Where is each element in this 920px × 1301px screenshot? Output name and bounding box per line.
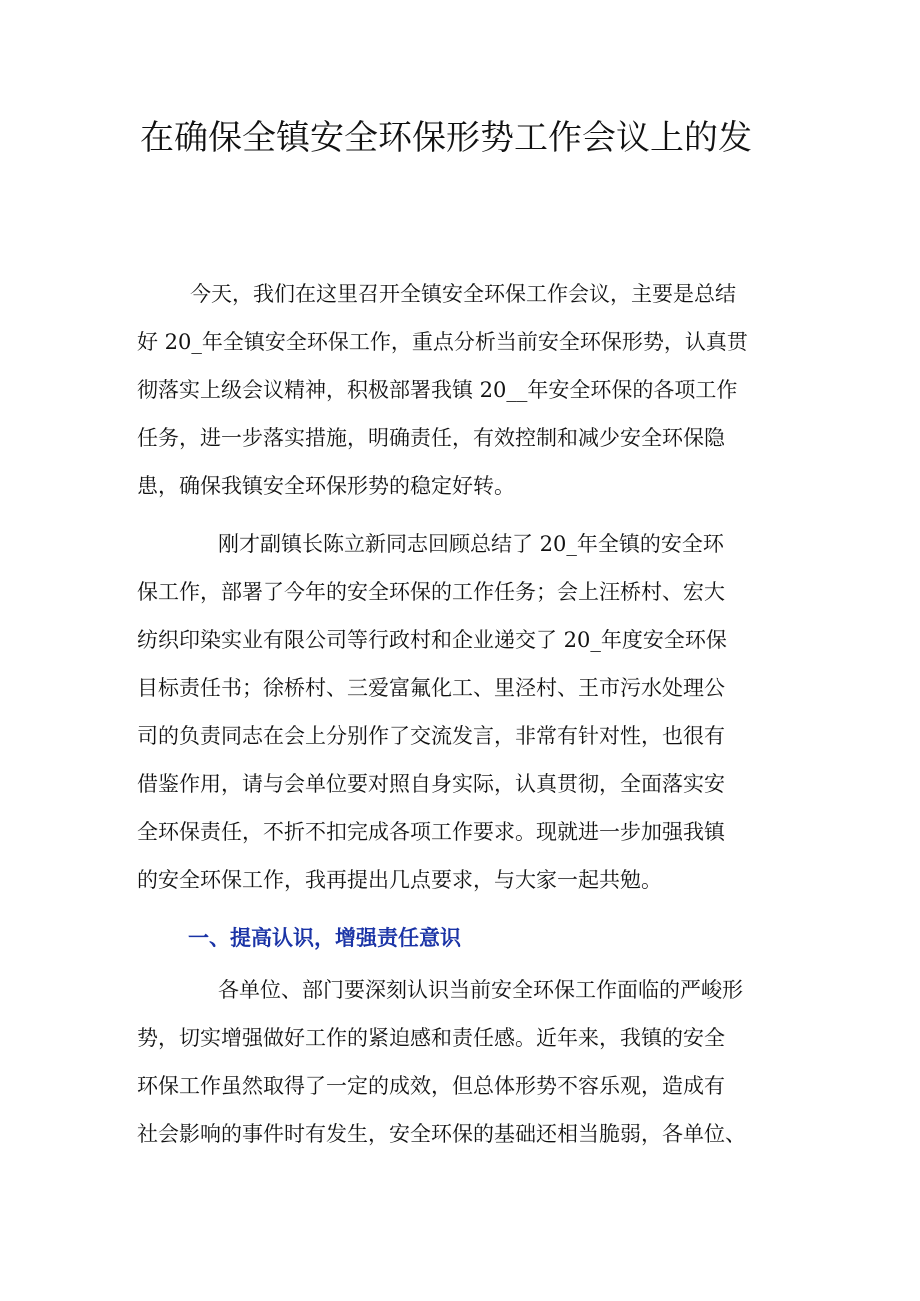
paragraph-2-line-3: 纺织印染实业有限公司等行政村和企业递交了 20_年度安全环保 <box>137 628 727 652</box>
paragraph-2-line-5: 司的负责同志在会上分别作了交流发言，非常有针对性，也很有 <box>137 724 725 748</box>
paragraph-1-line-5: 患，确保我镇安全环保形势的稳定好转。 <box>137 474 515 498</box>
paragraph-1-line-4: 任务，进一步落实措施，明确责任，有效控制和减少安全环保隐 <box>137 426 725 450</box>
paragraph-2-line-8: 的安全环保工作，我再提出几点要求，与大家一起共勉。 <box>137 868 662 892</box>
section-1-heading: 一、提高认识，增强责任意识 <box>188 925 461 950</box>
paragraph-2-line-7: 全环保责任，不折不扣完成各项工作要求。现就进一步加强我镇 <box>137 820 725 844</box>
paragraph-3-line-4: 社会影响的事件时有发生，安全环保的基础还相当脆弱，各单位、 <box>137 1122 746 1146</box>
paragraph-1-line-2: 好 20_年全镇安全环保工作，重点分析当前安全环保形势，认真贯 <box>137 330 748 354</box>
paragraph-2-line-1: 刚才副镇长陈立新同志回顾总结了 20_年全镇的安全环 <box>218 532 724 556</box>
paragraph-2-line-4: 目标责任书；徐桥村、三爱富氟化工、里泾村、王市污水处理公 <box>137 676 725 700</box>
paragraph-1-line-3: 彻落实上级会议精神，积极部署我镇 20__年安全环保的各项工作 <box>137 378 738 402</box>
paragraph-3-line-3: 环保工作虽然取得了一定的成效，但总体形势不容乐观，造成有 <box>137 1074 725 1098</box>
paragraph-3-line-2: 势，切实增强做好工作的紧迫感和责任感。近年来，我镇的安全 <box>137 1026 725 1050</box>
paragraph-1-line-1: 今天，我们在这里召开全镇安全环保工作会议，主要是总结 <box>190 282 736 306</box>
paragraph-2-line-2: 保工作，部署了今年的安全环保的工作任务；会上汪桥村、宏大 <box>137 580 725 604</box>
document-title: 在确保全镇安全环保形势工作会议上的发 <box>140 118 752 158</box>
paragraph-3-line-1: 各单位、部门要深刻认识当前安全环保工作面临的严峻形 <box>218 978 743 1002</box>
paragraph-2-line-6: 借鉴作用，请与会单位要对照自身实际，认真贯彻，全面落实安 <box>137 772 725 796</box>
